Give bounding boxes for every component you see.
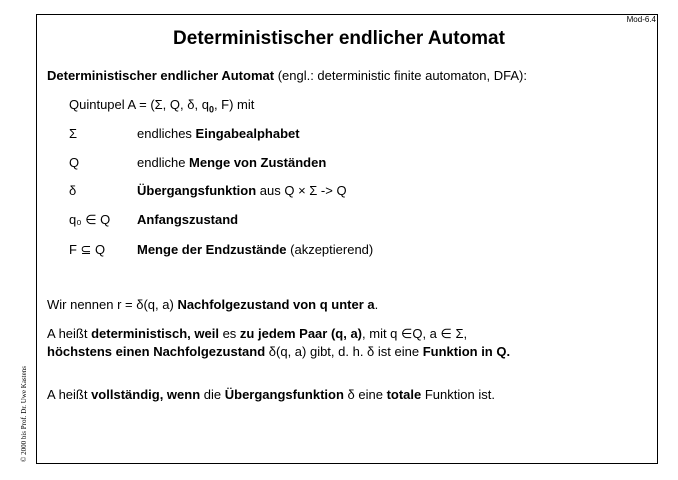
- complete-text: die: [200, 387, 225, 402]
- component-symbol: Q: [69, 155, 80, 170]
- page-title: Deterministischer endlicher Automat: [173, 28, 505, 49]
- component-definition: [137, 183, 347, 198]
- det-bold: Funktion in Q.: [422, 344, 511, 359]
- quintuple-sub: 0: [208, 104, 214, 115]
- definition-bold: Eingabealphabet: [195, 126, 300, 141]
- det-bold: höchstens einen Nachfolgezustand: [47, 344, 266, 359]
- quintuple-line: [69, 97, 254, 115]
- complete-text: δ eine: [343, 387, 387, 402]
- component-symbol: δ: [69, 183, 77, 198]
- complete-text: Funktion ist.: [421, 387, 495, 402]
- definition-bold: Menge von Zuständen: [189, 155, 327, 170]
- component-definition: [137, 212, 238, 227]
- successor-plain: Wir nennen r = δ(q, a): [47, 297, 178, 312]
- intro-rest: (engl.: deterministic finite automaton, DFA):: [274, 68, 527, 83]
- det-text: es: [218, 326, 240, 341]
- complete-text: A heißt: [47, 387, 92, 402]
- definition-plain: endliche: [137, 155, 190, 170]
- component-symbol: q₀ ∈ Q: [69, 212, 111, 227]
- component-definition: [137, 126, 300, 141]
- complete-bold: vollständig, wenn: [91, 387, 201, 402]
- slide-id: Mod-6.4: [626, 15, 656, 24]
- definition-plain: endliches: [137, 126, 196, 141]
- complete-bold: Übergangsfunktion: [224, 387, 344, 402]
- deterministic-line-2: [47, 344, 510, 359]
- successor-end: .: [374, 297, 379, 312]
- copyright-note: © 2000 bis Prof. Dr. Uwe Kastens: [20, 366, 28, 462]
- definition-bold: Menge der Endzustände: [137, 242, 287, 257]
- deterministic-line-1: [47, 326, 467, 342]
- det-text: A heißt: [47, 326, 92, 341]
- definition-after: (akzeptierend): [286, 242, 374, 257]
- definition-after: aus Q × Σ -> Q: [256, 183, 347, 198]
- definition-bold: Übergangsfunktion: [137, 183, 257, 198]
- component-definition: [137, 242, 373, 257]
- definition-bold: Anfangszustand: [137, 212, 239, 227]
- det-bold: deterministisch, weil: [91, 326, 219, 341]
- det-text: , mit q ∈Q, a ∈ Σ,: [362, 326, 468, 341]
- det-text: δ(q, a) gibt, d. h. δ ist eine: [265, 344, 423, 359]
- quintuple-prefix: Quintupel A = (Σ, Q, δ, q: [69, 97, 209, 112]
- intro-term: Deterministischer endlicher Automat: [47, 68, 275, 83]
- intro-line: [47, 68, 527, 83]
- successor-line: [47, 297, 378, 312]
- component-symbol: F ⊆ Q: [69, 242, 106, 257]
- successor-bold: Nachfolgezustand von q unter a: [177, 297, 375, 312]
- complete-bold: totale: [386, 387, 422, 402]
- det-bold: zu jedem Paar (q, a): [239, 326, 363, 341]
- complete-line: [47, 387, 495, 402]
- component-definition: [137, 155, 326, 170]
- quintuple-suffix: , F) mit: [213, 97, 255, 112]
- component-symbol: Σ: [69, 126, 78, 141]
